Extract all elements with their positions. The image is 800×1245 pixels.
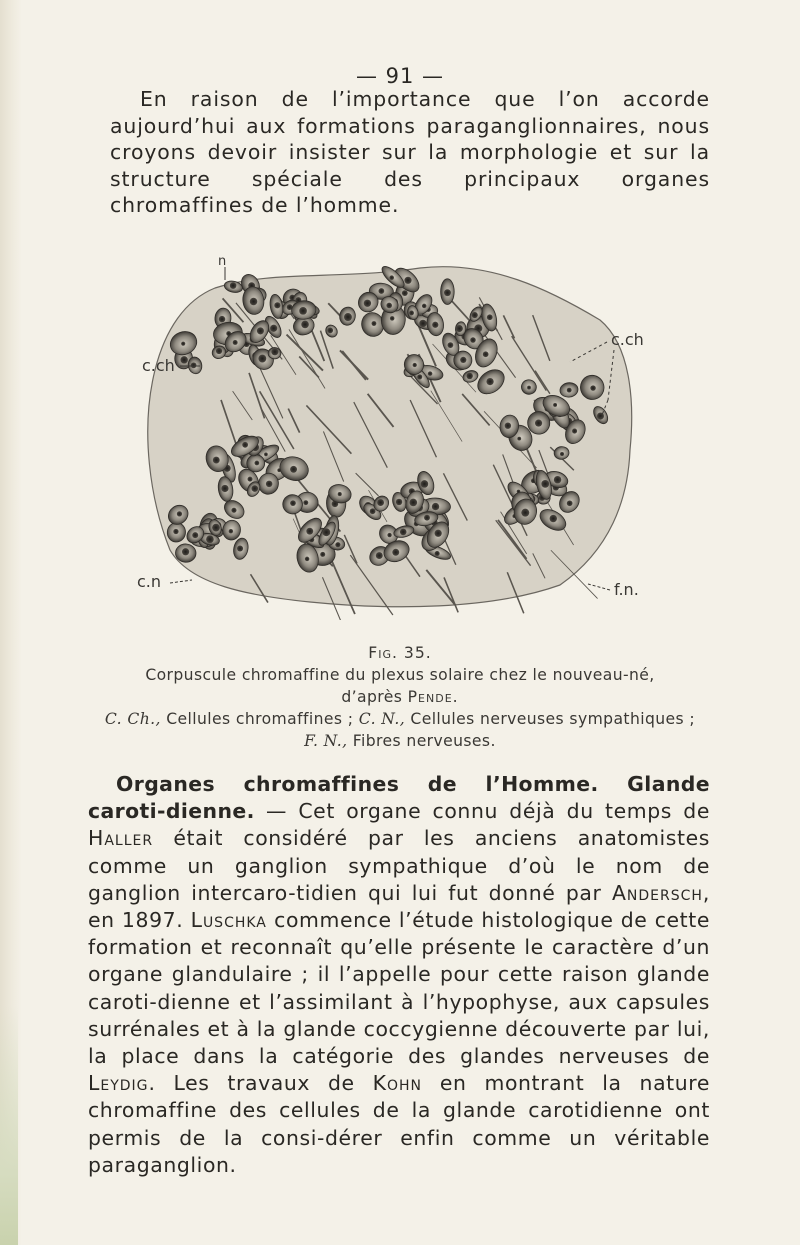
cell-nucleus [264,453,268,457]
cell-nucleus [389,275,394,280]
cell-nucleus [541,480,549,488]
cell-nucleus [290,500,296,506]
cell-nucleus [364,300,371,307]
cell-nucleus [305,557,310,562]
figure-caption-line-1: Corpuscule chromaffine du plexus solaire chez le nouveau-né, [145,666,655,684]
cell-nucleus [487,314,493,320]
cell-nucleus [173,529,178,534]
cell-nucleus [213,457,220,464]
cell-nucleus [572,428,577,433]
cell-nucleus [470,337,476,343]
cell-nucleus [390,316,395,321]
legend-cn-abbr: C. N., [358,710,406,728]
intro-text: En raison de l’importance que l’on accorde aujourd’hui aux formations paraganglionnaires, nous croyons devoir insister sur la morphologie et sur la structure spéciale des principaux organes chromaffines de l’homme. [110,87,710,217]
cell-nucleus [567,388,572,393]
cell-nucleus [242,442,248,448]
body-text: commence l’étude histologique de cette formation et reconnaît qu’elle présente le caractère d’un organe glandulaire ; il l’appelle pour cette raison glande caroti-dienne et l’assimilant à l’hypophyse, aux capsules surrénales et à la glande coccygienne découverte par lui, la place dans la catégorie des glandes nerveuses de [88,908,710,1069]
author-name: Luschka [190,908,267,933]
cell-nucleus [344,313,352,321]
cell-nucleus [290,466,297,473]
cell-nucleus [237,545,243,551]
cell-nucleus [527,386,531,390]
cell-nucleus [402,290,408,296]
cell-nucleus [413,363,417,367]
figure-legend-line-1 [100,710,700,728]
cell-nucleus [435,530,442,537]
cell-nucleus [422,304,427,309]
author-name: Haller [88,826,154,851]
cell-nucleus [251,485,258,492]
cell-nucleus [322,528,330,536]
cell-nucleus [466,373,472,379]
cell-nucleus [266,481,273,488]
figure-legend-line-2 [100,732,700,750]
cell-nucleus [419,320,426,327]
cell-nucleus [192,532,198,538]
cell-nucleus [216,348,222,354]
body-text: . Les travaux de [148,1071,373,1096]
caption-source-author: Pende. [407,688,459,706]
cell-nucleus [567,500,573,506]
cell-nucleus [338,492,342,496]
legend-ch-text: Cellules chromaffines ; [166,710,354,728]
author-name: Leydig [88,1071,149,1096]
cell-nucleus [460,357,466,363]
legend-cn-text: Cellules nerveuses sympathiques ; [410,710,696,728]
cell-nucleus [409,499,417,507]
cell-nucleus [376,552,383,559]
intro-paragraph [110,86,710,219]
cell-nucleus [560,452,564,456]
cell-nucleus [271,348,278,355]
cell-nucleus [396,499,402,505]
cell-nucleus [221,485,228,492]
histology-illustration [130,250,690,620]
cell-nucleus [258,355,266,363]
cell-nucleus [233,340,238,345]
cell-nucleus [270,325,277,332]
cell-nucleus [554,476,561,483]
cell-nucleus [303,500,308,505]
cell-nucleus [248,477,253,482]
cell-nucleus [274,302,280,308]
cell-nucleus [306,528,313,535]
cell-nucleus [177,511,182,516]
cell-nucleus [505,422,511,428]
cell-nucleus [432,322,438,328]
cell-nucleus [335,542,340,547]
figure-label-c-ch-right: c.ch [611,330,644,349]
cell-nucleus [212,524,220,532]
cell-nucleus [370,508,376,514]
cell-nucleus [404,277,411,284]
cell-nucleus [535,420,542,427]
cell-nucleus [400,529,407,536]
page-number: — 91 — [355,64,445,88]
cell-nucleus [231,508,236,513]
cell-nucleus [377,499,384,506]
cell-nucleus [378,288,384,294]
cell-nucleus [444,289,451,296]
body-text: en montrant la nature chromaffine des cellules de la glande carotidienne ont permis de la consi-dérer enfin comme un véritable paraganglion. [88,1071,710,1177]
cell-nucleus [417,374,422,379]
cell-nucleus [486,378,493,385]
legend-ch-abbr: C. Ch., [104,710,161,728]
cell-nucleus [191,362,197,368]
cell-nucleus [456,325,463,332]
cell-nucleus [435,551,440,556]
cell-nucleus [424,515,430,521]
cell-nucleus [230,282,237,289]
cell-nucleus [180,356,187,363]
cell-nucleus [483,351,489,357]
cell-nucleus [553,403,557,407]
legend-fn-abbr: F. N., [304,732,348,750]
body-text: — Cet organe connu déjà du temps de [254,799,710,824]
body-text: était considéré par les anciens anatomistes comme un ganglion sympathique d’où le nom de ganglion intercaro-tidien qui lui fut donné par [88,826,710,905]
cell-nucleus [250,298,258,306]
author-name: Kohn [372,1071,422,1096]
figure-label-c-n: c.n [137,572,162,591]
cell-nucleus [472,312,478,318]
body-text: , en 1897. [88,880,710,933]
cell-nucleus [409,311,414,316]
cell-nucleus [386,303,392,309]
author-name: Andersch [611,880,703,905]
section-paragraph [88,771,710,1179]
section-heading: Organes chromaffines de l’Homme. Glande caroti-dienne. [88,772,710,824]
cell-nucleus [448,342,454,348]
cell-nucleus [320,552,325,557]
cell-nucleus [521,509,529,517]
figure-number: Fig. 35. [368,644,432,662]
cell-nucleus [428,371,432,375]
cell-nucleus [550,515,557,522]
cell-nucleus [432,503,439,510]
cell-nucleus [219,316,225,322]
cell-nucleus [517,437,521,441]
caption-source-prefix: d’après [341,688,403,706]
cell-nucleus [421,480,429,488]
cell-nucleus [257,327,264,334]
cell-nucleus [299,307,307,315]
page-corner-stain [0,1005,18,1245]
figure-label-n: n [218,254,227,269]
cell-nucleus [181,342,185,346]
cell-nucleus [387,533,391,537]
figure-label-c-ch-left: c.ch [142,356,175,375]
legend-fn-text: Fibres nerveuses. [352,732,496,750]
cell-nucleus [182,548,189,555]
cell-nucleus [590,385,595,390]
cell-nucleus [254,461,259,466]
cell-nucleus [301,321,309,329]
cell-nucleus [229,529,233,533]
figure-label-f-n: f.n. [614,580,639,599]
cell-nucleus [372,321,377,326]
figure-caption-line-2 [100,688,700,706]
cell-nucleus [392,549,399,556]
cell-nucleus [206,535,214,543]
cell-nucleus [327,328,333,334]
figure-35 [130,250,690,620]
